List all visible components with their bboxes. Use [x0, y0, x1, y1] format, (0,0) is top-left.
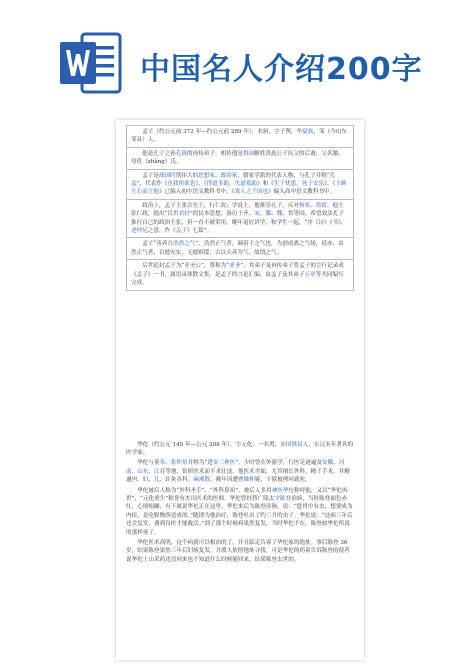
text-run: 孟子“善养吾 [142, 241, 174, 248]
encyclopedia-link[interactable]: 魏 [276, 211, 283, 218]
text-run: 》和《 [256, 181, 274, 188]
paragraph [126, 487, 354, 537]
text-run: ”，尊称为“ [201, 263, 230, 270]
text-run: 的再传弟子。相传他是 [187, 150, 243, 157]
text-run: ”，其弟子及再传弟子将孟子的言行记录成《孟子》一书，属语录体散文集，是孟子的言论汇编，由孟子及其弟子 [131, 263, 344, 278]
table-row [127, 237, 353, 259]
document-body [126, 125, 354, 566]
table-row [127, 147, 353, 169]
word-document-icon [60, 30, 122, 96]
encyclopedia-link[interactable]: 鲁 [287, 211, 294, 218]
encyclopedia-link[interactable]: 万章 [304, 271, 316, 278]
encyclopedia-link[interactable]: 杨朱 [298, 202, 311, 209]
document-header [0, 0, 474, 118]
paragraph [131, 128, 349, 145]
table-row [127, 126, 353, 147]
encyclopedia-link[interactable]: 山东 [137, 468, 149, 475]
table-row [127, 199, 353, 238]
table-row [127, 259, 353, 289]
encyclopedia-link[interactable]: 孔子 [270, 202, 283, 209]
encyclopedia-link[interactable]: 墨翟 [315, 202, 327, 209]
text-run: ”。少时曾在外游学，行医足迹遍及 [235, 460, 323, 467]
text-run: 、 [310, 202, 316, 209]
encyclopedia-link[interactable]: 亚圣 [229, 263, 241, 270]
encyclopedia-link[interactable]: 华夏族 [296, 129, 314, 135]
text-run: 并称为“ [187, 460, 208, 467]
encyclopedia-link[interactable]: 孔伋 [175, 150, 187, 157]
text-run: ，代表作《 [139, 181, 168, 188]
encyclopedia-link[interactable]: 陈登 [280, 495, 292, 502]
encyclopedia-link[interactable]: 书 [332, 219, 339, 226]
text-run: 怀疑，下狱被拷问致死。 [249, 477, 311, 484]
text-run: 、 [271, 211, 277, 218]
text-run: 、 [259, 211, 266, 218]
encyclopedia-link[interactable]: 生于忧患，死于安乐 [273, 181, 325, 188]
text-run: ”。浩然正气者，调着于之气也，为创成离之气场，说亦，由然正气者，以德充实，无德则馁，古以天养为气，故谓之气。 [131, 241, 344, 256]
encyclopedia-link[interactable]: 得道多助，失道寡助 [206, 181, 257, 188]
text-run: 、 [148, 468, 155, 475]
text-run: 等地，钻研医术而不求仕途。他医术全面，尤其擅长外科，精于手术，并精通内、妇、儿、针灸各科。 [126, 468, 350, 484]
encyclopedia-link[interactable]: 滕 [265, 211, 272, 218]
text-run: 》编入高中语文教科书中。 [268, 189, 336, 196]
text-run: ，晚年因遭 [209, 477, 238, 484]
encyclopedia-link[interactable]: 亚圣公 [184, 263, 202, 270]
table-row [127, 169, 353, 199]
paragraph [131, 202, 349, 236]
text-run: 》、《 [195, 181, 207, 188]
encyclopedia-link[interactable]: 民贵君轻 [167, 211, 190, 218]
paragraph [131, 172, 349, 197]
text-run: 》已编入初中语文教科书中，《 [158, 189, 235, 196]
encyclopedia-link[interactable]: 宋 [254, 211, 260, 218]
encyclopedia-link[interactable]: 神医华佗 [271, 487, 295, 494]
encyclopedia-link[interactable]: 述仲尼 [131, 228, 148, 235]
text-run: 之孙 [164, 150, 176, 157]
encyclopedia-link[interactable]: 仁政 [214, 202, 227, 209]
text-run: 华佗与 [137, 460, 154, 467]
encyclopedia-link[interactable]: 王顾左右而言他 [131, 181, 347, 196]
text-run: 政治上，孟子主张 [142, 202, 187, 209]
encyclopedia-link[interactable]: 思想家 [198, 172, 215, 179]
encyclopedia-link[interactable]: 鲁国 [242, 150, 255, 157]
text-run: 华佗（约公元 145 年—公元 208 年），字元化，一名旉， [137, 441, 281, 448]
encyclopedia-link[interactable]: 寡人之于国也 [234, 189, 269, 196]
text-run: 》， [338, 219, 347, 226]
encyclopedia-link[interactable]: 孔子 [153, 150, 165, 157]
text-run: ，行 [203, 202, 215, 209]
mencius-table [126, 125, 354, 291]
text-run: 末年著名的医学家。 [126, 441, 354, 456]
paragraph [126, 539, 354, 564]
paragraph [126, 441, 354, 458]
text-run: 之意，作《 [147, 228, 176, 235]
encyclopedia-link[interactable]: 鱼我所欲也 [167, 181, 196, 188]
paragraph [126, 459, 354, 484]
encyclopedia-link[interactable]: 张仲景 [170, 460, 188, 467]
encyclopedia-link[interactable]: “孔孟” [131, 172, 336, 188]
encyclopedia-link[interactable]: 董奉 [153, 460, 166, 467]
encyclopedia-link[interactable]: 诗 [318, 219, 325, 226]
encyclopedia-link[interactable]: 沛国谯县 [280, 441, 303, 448]
text-run: ；学说上，他推崇 [226, 202, 271, 209]
paragraph [131, 240, 349, 257]
text-run: ，反对 [282, 202, 299, 209]
text-run: 治病，当时陈登面色赤红，心情烦躁，有下属说华佗正在这里，华佗来后为陈登诊脉，说：“您胃中有虫，想要成为内疽，是吃腥物所造成的。”随即为他治疗，陈登吐出了约三升的虫子。华佗说：“这病三年后还会复发，遇到良医才能救活。”到了那个时候病果然复发，当时华佗不在，陈登如华佗所说的那样死了。 [126, 495, 353, 536]
encyclopedia-link[interactable]: 安徽 [322, 460, 334, 467]
text-run: 等国，希望效法孔子推行自己的政治主张，但一直不被采用。晚年退居讲学，和学生一起，“序《 [131, 211, 344, 226]
text-run: 等共同编写完成。 [131, 271, 344, 287]
page-title: 中国名人介绍200字 [140, 52, 423, 87]
text-run: 后世追封孟子为“ [142, 263, 185, 270]
encyclopedia-link[interactable]: 孟子 [175, 228, 187, 235]
text-run: 称呼他，又以“华佗再世”、“元化重生”称誉有杰出医术的医师。华佗曾经替广陵太守 [126, 487, 348, 502]
encyclopedia-link[interactable]: 东汉 [313, 441, 326, 448]
huatuo-section [126, 441, 354, 565]
paragraph [131, 150, 349, 167]
text-run: 华佗医术高明，这个病就可以根治的了，并且临走告诉了华佗家的地址。事后陈登 36 岁，结果陈登果然三年后旧病复发，并派人依照地址寻找，可是华佗的药童告诉陈登的使者说华佗上山采药还没回来也不知道什么时候能回来，结果陈登去世的。 [126, 539, 350, 563]
encyclopedia-link[interactable]: 法先王 [186, 202, 204, 209]
text-run: 、 [282, 211, 288, 218]
document-page [116, 120, 364, 660]
text-run: 、 [333, 460, 339, 467]
text-run: 、 [165, 460, 171, 467]
text-run: 。他主张仁政，提出“ [131, 202, 344, 218]
text-run: 、 [214, 172, 221, 179]
text-run: ”的民本思想，游历于齐、 [189, 211, 255, 218]
encyclopedia-link[interactable]: 战国时期 [158, 172, 182, 179]
paragraph [131, 262, 349, 287]
encyclopedia-link[interactable]: 江苏 [154, 468, 166, 475]
text-run: ，儒家学派的代表人物，与孔子并称 [237, 172, 327, 179]
encyclopedia-link[interactable]: 麻沸散 [193, 477, 210, 484]
text-run: ，邹（今山东邹县）人。 [131, 129, 347, 144]
encyclopedia-link[interactable]: 河南 [126, 460, 345, 475]
text-run: 他是 [142, 150, 154, 157]
text-run: 华佗被后人称为“外科圣手”、“外科鼻祖”。被后人多用 [137, 487, 272, 494]
text-run: 伟大的 [181, 172, 199, 179]
text-run: 孟子是 [142, 172, 159, 179]
text-run: 》七篇”。 [186, 228, 213, 235]
text-run: 姬姓贵族公子庆父的后裔，父名激，母仉（zhǎng）氏。 [131, 150, 344, 166]
encyclopedia-link[interactable]: 建安三神医 [207, 460, 236, 467]
text-run: 人， [302, 441, 314, 448]
text-run: 》、《 [324, 181, 336, 188]
text-run: 》《 [324, 219, 333, 226]
text-run: 孟子（约公元前 372 年—约公元前 289 年），名轲，字子舆， [142, 129, 297, 135]
encyclopedia-link[interactable]: 政治家 [220, 172, 238, 179]
text-run: 、 [131, 468, 138, 475]
encyclopedia-link[interactable]: 曹操 [237, 477, 250, 484]
encyclopedia-link[interactable]: 浩然之气 [173, 241, 196, 248]
